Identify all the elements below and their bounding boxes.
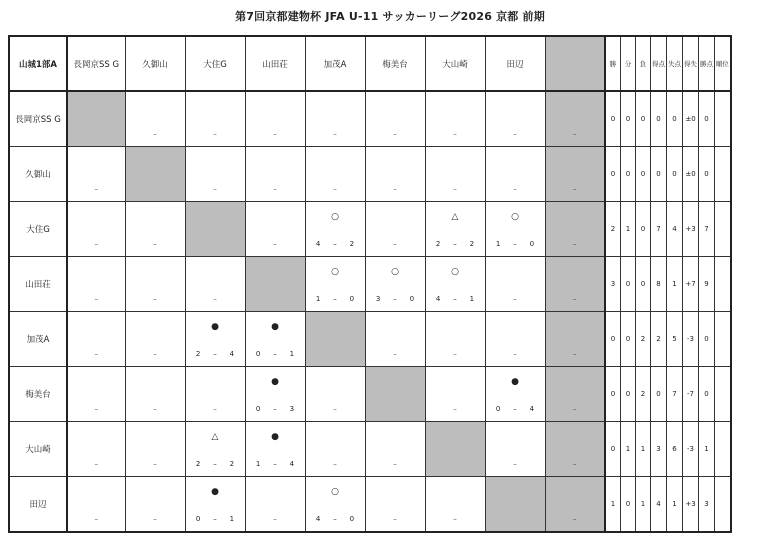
match-score — [246, 405, 305, 413]
empty-score: – — [94, 515, 98, 523]
empty-score: – — [153, 405, 157, 413]
stat-cell: 1 — [605, 477, 621, 533]
stat-cell: ±0 — [683, 147, 699, 202]
empty-score: – — [453, 515, 457, 523]
empty-score: – — [453, 405, 457, 413]
match-result-cell — [67, 257, 125, 312]
stat-column-header: 勝点 — [699, 36, 715, 91]
goals-against: 0 — [409, 295, 415, 303]
match-result-cell — [125, 367, 185, 422]
goals-for: 1 — [495, 240, 501, 248]
table-row — [9, 91, 731, 147]
stat-column-header: 負 — [636, 36, 651, 91]
match-result-cell — [185, 422, 245, 477]
empty-score: – — [453, 185, 457, 193]
match-result-cell — [185, 147, 245, 202]
empty-score: – — [513, 185, 517, 193]
league-sheet — [8, 35, 732, 533]
empty-score: – — [573, 350, 577, 358]
result-symbol: ○ — [331, 212, 339, 222]
goals-for: 2 — [195, 350, 201, 358]
team-row-header: 久御山 — [9, 147, 67, 202]
score-dash: – — [333, 295, 337, 303]
team-row-header: 山田荘 — [9, 257, 67, 312]
blank-cell — [545, 257, 605, 312]
result-symbol: ○ — [451, 267, 459, 277]
empty-score: – — [273, 240, 277, 248]
score-dash: – — [393, 295, 397, 303]
stat-cell: 1 — [621, 422, 636, 477]
empty-score: – — [513, 295, 517, 303]
goals-for: 1 — [255, 460, 261, 468]
stat-column-header: 分 — [621, 36, 636, 91]
match-result-cell — [245, 312, 305, 367]
stat-column-header: 失点 — [667, 36, 683, 91]
match-result-cell — [365, 91, 425, 147]
match-result-cell — [305, 202, 365, 257]
match-result-cell — [125, 422, 185, 477]
empty-score: – — [333, 460, 337, 468]
match-score — [426, 240, 485, 248]
empty-score: – — [333, 130, 337, 138]
score-dash: – — [453, 240, 457, 248]
match-result-cell — [125, 477, 185, 533]
match-result-cell — [67, 312, 125, 367]
empty-score: – — [213, 405, 217, 413]
table-row — [9, 202, 731, 257]
stat-cell: 3 — [605, 257, 621, 312]
empty-score: – — [393, 460, 397, 468]
self-match-cell — [185, 202, 245, 257]
stat-cell: 4 — [667, 202, 683, 257]
match-result-cell — [485, 147, 545, 202]
match-result-cell — [185, 367, 245, 422]
blank-cell — [545, 147, 605, 202]
empty-score: – — [393, 185, 397, 193]
empty-score: – — [453, 350, 457, 358]
match-score — [426, 295, 485, 303]
match-result-cell — [125, 91, 185, 147]
empty-score: – — [273, 515, 277, 523]
empty-score: – — [333, 185, 337, 193]
result-symbol: ● — [271, 377, 279, 387]
page-title: 第7回京都建物杯 JFA U-11 サッカーリーグ2026 京都 前期 — [235, 10, 545, 23]
goals-against: 4 — [289, 460, 295, 468]
stat-cell: 9 — [699, 257, 715, 312]
score-dash: – — [513, 240, 517, 248]
empty-score: – — [94, 460, 98, 468]
empty-score: – — [393, 130, 397, 138]
empty-score: – — [153, 515, 157, 523]
blank-cell — [545, 422, 605, 477]
match-result-cell — [245, 367, 305, 422]
blank-cell — [545, 202, 605, 257]
empty-score: – — [333, 405, 337, 413]
stat-cell: 4 — [651, 477, 667, 533]
stat-cell — [715, 312, 731, 367]
score-dash: – — [333, 240, 337, 248]
standings-table — [8, 35, 732, 533]
match-score — [246, 350, 305, 358]
stat-cell: 0 — [621, 257, 636, 312]
match-result-cell — [245, 202, 305, 257]
goals-for: 0 — [255, 350, 261, 358]
match-result-cell — [305, 91, 365, 147]
team-row-header: 田辺 — [9, 477, 67, 533]
result-symbol: ● — [211, 322, 219, 332]
result-symbol: △ — [211, 432, 219, 442]
match-result-cell — [425, 477, 485, 533]
goals-against: 4 — [229, 350, 235, 358]
stat-cell: 1 — [636, 477, 651, 533]
match-result-cell — [485, 202, 545, 257]
stat-cell: 0 — [605, 147, 621, 202]
empty-score: – — [573, 295, 577, 303]
table-row — [9, 147, 731, 202]
goals-against: 0 — [349, 295, 355, 303]
match-result-cell — [365, 202, 425, 257]
team-column-header: 長岡京SS G — [67, 36, 125, 91]
stat-cell: 7 — [699, 202, 715, 257]
stat-cell: 0 — [621, 367, 636, 422]
stat-cell — [715, 257, 731, 312]
empty-score: – — [213, 295, 217, 303]
goals-against: 1 — [229, 515, 235, 523]
stat-cell: 0 — [651, 147, 667, 202]
stat-cell: 0 — [621, 91, 636, 147]
match-result-cell — [125, 257, 185, 312]
score-dash: – — [333, 515, 337, 523]
match-result-cell — [305, 422, 365, 477]
goals-for: 2 — [195, 460, 201, 468]
stat-cell: 2 — [605, 202, 621, 257]
stat-column-header: 得失 — [683, 36, 699, 91]
goals-for: 1 — [315, 295, 321, 303]
team-row-header: 大住G — [9, 202, 67, 257]
result-symbol: ○ — [391, 267, 399, 277]
empty-score: – — [153, 460, 157, 468]
team-row-header: 大山崎 — [9, 422, 67, 477]
stat-cell: 8 — [651, 257, 667, 312]
empty-score: – — [153, 130, 157, 138]
match-score — [186, 460, 245, 468]
stat-cell — [715, 477, 731, 533]
match-result-cell — [365, 477, 425, 533]
match-result-cell — [67, 147, 125, 202]
stat-cell: +7 — [683, 257, 699, 312]
self-match-cell — [125, 147, 185, 202]
match-result-cell — [425, 312, 485, 367]
self-match-cell — [365, 367, 425, 422]
match-score — [306, 295, 365, 303]
stat-cell: 0 — [636, 257, 651, 312]
empty-score: – — [573, 515, 577, 523]
self-match-cell — [67, 91, 125, 147]
goals-against: 3 — [289, 405, 295, 413]
table-row — [9, 312, 731, 367]
match-score — [246, 460, 305, 468]
stat-cell — [715, 367, 731, 422]
stat-cell: 0 — [605, 367, 621, 422]
table-row — [9, 422, 731, 477]
empty-score: – — [153, 350, 157, 358]
match-result-cell — [245, 147, 305, 202]
goals-for: 4 — [435, 295, 441, 303]
empty-score: – — [573, 240, 577, 248]
self-match-cell — [485, 477, 545, 533]
stat-cell: 1 — [636, 422, 651, 477]
match-result-cell — [305, 477, 365, 533]
goals-for: 3 — [375, 295, 381, 303]
goals-against: 2 — [229, 460, 235, 468]
empty-score: – — [273, 185, 277, 193]
score-dash: – — [213, 350, 217, 358]
stat-cell: 0 — [699, 367, 715, 422]
stat-cell: 0 — [651, 91, 667, 147]
goals-against: 1 — [289, 350, 295, 358]
team-row-header: 加茂A — [9, 312, 67, 367]
goals-against: 4 — [529, 405, 535, 413]
league-name: 山城1部A — [9, 36, 67, 91]
result-symbol: ● — [511, 377, 519, 387]
match-result-cell — [485, 312, 545, 367]
match-result-cell — [67, 367, 125, 422]
stat-cell: 1 — [667, 257, 683, 312]
match-result-cell — [485, 91, 545, 147]
empty-score: – — [573, 405, 577, 413]
blank-cell — [545, 91, 605, 147]
match-result-cell — [245, 422, 305, 477]
team-column-header: 梅美台 — [365, 36, 425, 91]
stat-cell: +3 — [683, 202, 699, 257]
stat-cell — [715, 91, 731, 147]
stat-cell: 1 — [621, 202, 636, 257]
team-column-header: 大山崎 — [425, 36, 485, 91]
empty-score: – — [213, 130, 217, 138]
stat-cell: 0 — [651, 367, 667, 422]
result-symbol: △ — [451, 212, 459, 222]
stat-cell: 0 — [605, 312, 621, 367]
match-result-cell — [485, 422, 545, 477]
stat-cell: 5 — [667, 312, 683, 367]
blank-cell — [545, 367, 605, 422]
stat-cell: 0 — [636, 147, 651, 202]
match-result-cell — [425, 91, 485, 147]
match-result-cell — [185, 91, 245, 147]
goals-for: 4 — [315, 515, 321, 523]
score-dash: – — [273, 405, 277, 413]
stat-cell: 0 — [667, 91, 683, 147]
empty-score: – — [153, 295, 157, 303]
result-symbol: ○ — [511, 212, 519, 222]
match-result-cell — [185, 477, 245, 533]
empty-score: – — [393, 515, 397, 523]
empty-score: – — [573, 185, 577, 193]
stat-cell — [715, 422, 731, 477]
stat-cell: 0 — [605, 91, 621, 147]
match-score — [186, 515, 245, 523]
empty-score: – — [153, 240, 157, 248]
result-symbol: ○ — [331, 267, 339, 277]
result-symbol: ● — [271, 432, 279, 442]
stat-column-header: 勝 — [605, 36, 621, 91]
match-result-cell — [185, 312, 245, 367]
stat-cell: 0 — [636, 91, 651, 147]
goals-for: 2 — [435, 240, 441, 248]
score-dash: – — [213, 515, 217, 523]
stat-cell — [715, 202, 731, 257]
match-result-cell — [67, 422, 125, 477]
match-result-cell — [245, 91, 305, 147]
match-result-cell — [365, 422, 425, 477]
match-result-cell — [365, 147, 425, 202]
empty-score: – — [94, 350, 98, 358]
goals-for: 4 — [315, 240, 321, 248]
stat-cell: 3 — [699, 477, 715, 533]
stat-cell: 6 — [667, 422, 683, 477]
stat-cell: 2 — [651, 312, 667, 367]
goals-for: 0 — [255, 405, 261, 413]
stat-cell: 0 — [667, 147, 683, 202]
match-result-cell — [425, 202, 485, 257]
match-result-cell — [425, 367, 485, 422]
team-column-header: 田辺 — [485, 36, 545, 91]
empty-score: – — [273, 130, 277, 138]
empty-score: – — [513, 460, 517, 468]
stat-cell — [715, 147, 731, 202]
stat-cell: 0 — [699, 91, 715, 147]
stat-cell: -3 — [683, 312, 699, 367]
table-row — [9, 367, 731, 422]
match-result-cell — [305, 367, 365, 422]
stat-cell: 0 — [621, 147, 636, 202]
match-result-cell — [485, 367, 545, 422]
result-symbol: ● — [271, 322, 279, 332]
empty-score: – — [393, 240, 397, 248]
match-score — [486, 240, 545, 248]
stat-cell: +3 — [683, 477, 699, 533]
team-column-header: 久御山 — [125, 36, 185, 91]
match-result-cell — [485, 257, 545, 312]
goals-against: 0 — [349, 515, 355, 523]
stat-cell: 7 — [651, 202, 667, 257]
match-score — [306, 240, 365, 248]
match-result-cell — [67, 202, 125, 257]
team-row-header: 長岡京SS G — [9, 91, 67, 147]
stat-column-header: 得点 — [651, 36, 667, 91]
stat-cell: -3 — [683, 422, 699, 477]
empty-score: – — [94, 185, 98, 193]
stat-cell: 1 — [699, 422, 715, 477]
empty-score: – — [513, 130, 517, 138]
result-symbol: ○ — [331, 487, 339, 497]
stat-cell: 0 — [636, 202, 651, 257]
blank-cell — [545, 312, 605, 367]
goals-against: 1 — [469, 295, 475, 303]
match-result-cell — [365, 312, 425, 367]
match-score — [486, 405, 545, 413]
match-score — [306, 515, 365, 523]
self-match-cell — [305, 312, 365, 367]
stat-cell: 3 — [651, 422, 667, 477]
stat-cell: 0 — [621, 312, 636, 367]
score-dash: – — [273, 460, 277, 468]
goals-for: 0 — [195, 515, 201, 523]
blank-column-header — [545, 36, 605, 91]
stat-cell: 0 — [605, 422, 621, 477]
match-score — [186, 350, 245, 358]
stat-cell: -7 — [683, 367, 699, 422]
empty-score: – — [94, 240, 98, 248]
empty-score: – — [94, 405, 98, 413]
stat-cell: 0 — [621, 477, 636, 533]
match-result-cell — [245, 477, 305, 533]
empty-score: – — [573, 460, 577, 468]
goals-against: 2 — [469, 240, 475, 248]
score-dash: – — [453, 295, 457, 303]
stat-cell: 7 — [667, 367, 683, 422]
stat-column-header: 順位 — [715, 36, 731, 91]
score-dash: – — [513, 405, 517, 413]
match-result-cell — [125, 312, 185, 367]
stat-cell: 2 — [636, 312, 651, 367]
match-result-cell — [185, 257, 245, 312]
goals-for: 0 — [495, 405, 501, 413]
match-result-cell — [425, 147, 485, 202]
stat-cell: 0 — [699, 312, 715, 367]
self-match-cell — [425, 422, 485, 477]
empty-score: – — [513, 350, 517, 358]
goals-against: 0 — [529, 240, 535, 248]
result-symbol: ● — [211, 487, 219, 497]
match-result-cell — [305, 257, 365, 312]
empty-score: – — [573, 130, 577, 138]
empty-score: – — [453, 130, 457, 138]
stat-cell: 0 — [699, 147, 715, 202]
team-row-header: 梅美台 — [9, 367, 67, 422]
score-dash: – — [273, 350, 277, 358]
blank-cell — [545, 477, 605, 533]
match-result-cell — [365, 257, 425, 312]
empty-score: – — [393, 350, 397, 358]
team-column-header: 加茂A — [305, 36, 365, 91]
table-row — [9, 257, 731, 312]
match-result-cell — [425, 257, 485, 312]
match-result-cell — [67, 477, 125, 533]
empty-score: – — [94, 295, 98, 303]
self-match-cell — [245, 257, 305, 312]
match-result-cell — [305, 147, 365, 202]
score-dash: – — [213, 460, 217, 468]
stat-cell: 2 — [636, 367, 651, 422]
stat-cell: 1 — [667, 477, 683, 533]
table-row — [9, 477, 731, 533]
team-column-header: 大住G — [185, 36, 245, 91]
stat-cell: ±0 — [683, 91, 699, 147]
empty-score: – — [213, 185, 217, 193]
match-score — [366, 295, 425, 303]
team-column-header: 山田荘 — [245, 36, 305, 91]
match-result-cell — [125, 202, 185, 257]
goals-against: 2 — [349, 240, 355, 248]
